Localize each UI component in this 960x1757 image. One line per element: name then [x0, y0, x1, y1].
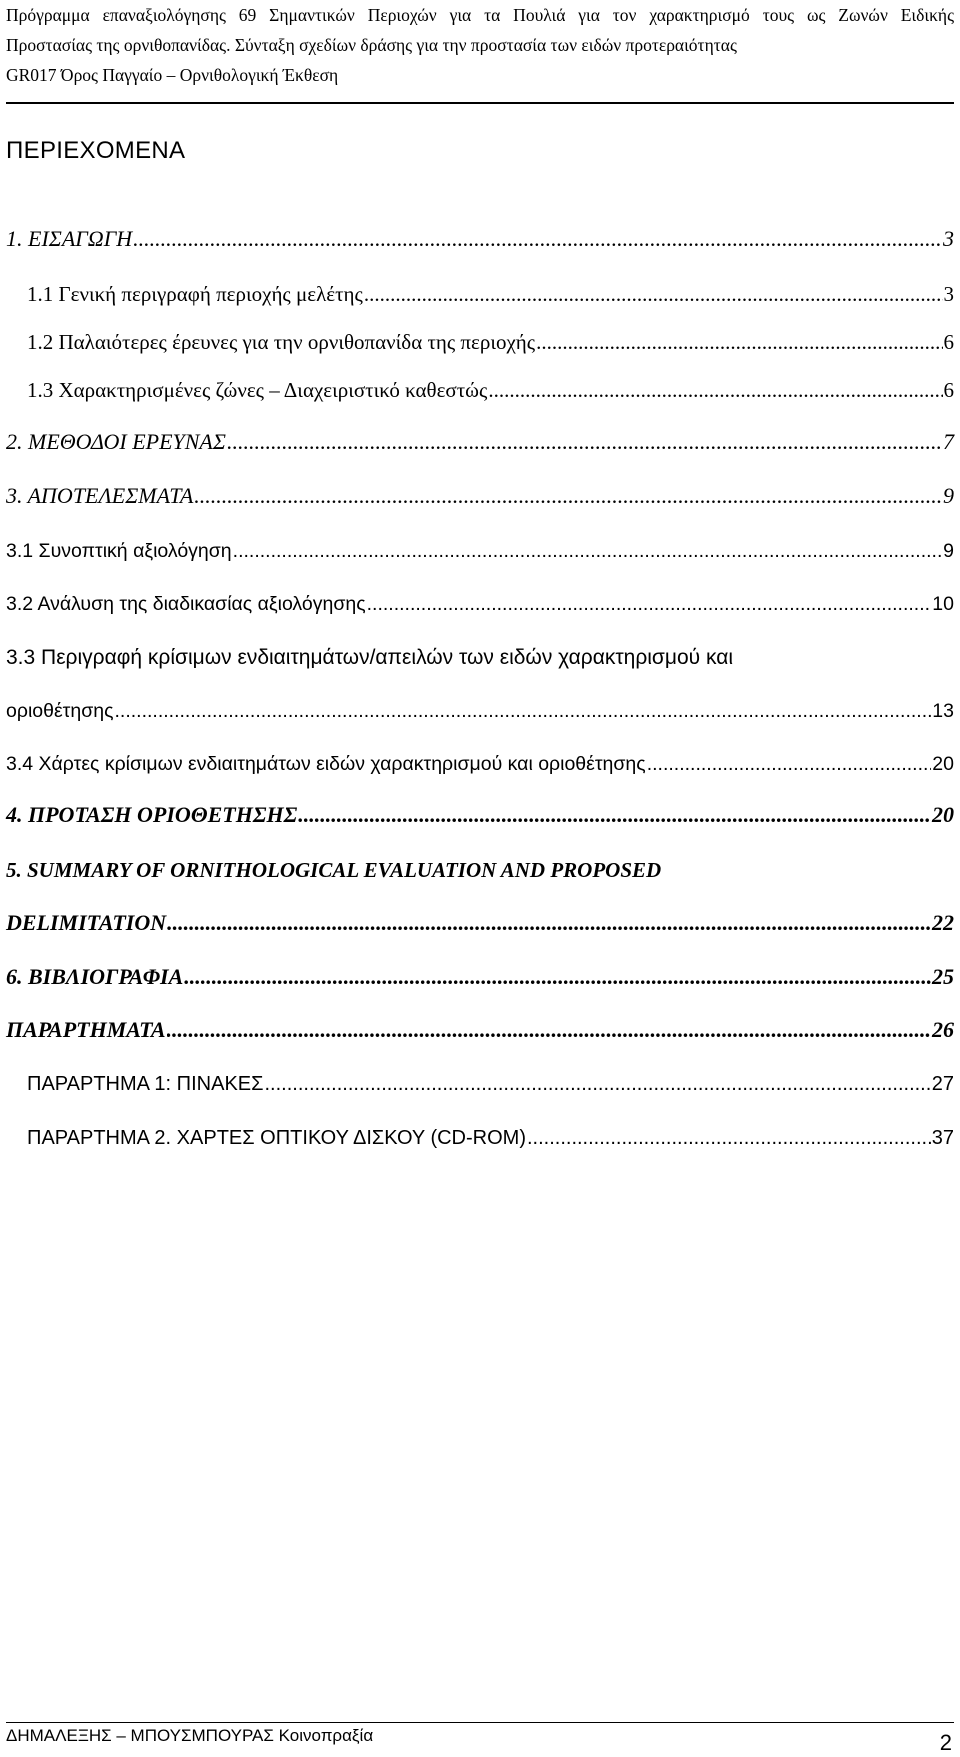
toc-entry-label: 3.2 Ανάλυση της διαδικασίας αξιολόγησης — [6, 593, 366, 615]
toc-entry-1-2[interactable] — [27, 329, 954, 355]
dot-leader — [133, 226, 942, 252]
toc-entry-label: 6. ΒΙΒΛΙΟΓΡΑΦΙΑ — [6, 964, 184, 989]
toc-entry-page: 26 — [932, 1017, 954, 1042]
toc-entry-1[interactable] — [6, 226, 954, 252]
page-number: 2 — [939, 1730, 952, 1755]
toc-entry-label: 1.1 Γενική περιγραφή περιοχής μελέτης — [27, 282, 363, 306]
toc-entry-label: 1.3 Χαρακτηρισμένες ζώνες – Διαχειριστικό καθεστώς — [27, 378, 488, 402]
dot-leader — [488, 377, 942, 403]
header-divider — [6, 102, 954, 104]
dot-leader — [298, 802, 931, 828]
toc-entry-page: 13 — [932, 700, 954, 722]
toc-entry-page: 3 — [943, 226, 954, 251]
dot-leader — [536, 329, 942, 355]
header-line-2: Προστασίας της ορνιθοπανίδας. Σύνταξη σχεδίων δράσης για την προστασία των ειδών προτεραιότητας — [6, 35, 737, 55]
toc-entry-2[interactable] — [6, 429, 954, 455]
document-header — [6, 0, 954, 90]
dot-leader — [265, 1071, 931, 1097]
toc-entry-appendix-2[interactable] — [27, 1125, 954, 1151]
toc-entry-6[interactable] — [6, 964, 954, 990]
toc-entry-label: ΠΑΡΑΡΤΗΜΑΤΑ — [6, 1017, 166, 1042]
dot-leader — [167, 1017, 932, 1043]
toc-entry-page: 3 — [943, 282, 954, 306]
toc-entry-3-3[interactable] — [6, 698, 954, 724]
toc-entry-label: οριοθέτησης — [6, 700, 114, 722]
dot-leader — [227, 429, 942, 455]
toc-entry-page: 37 — [931, 1127, 954, 1149]
footer-text: ΔΗΜΑΛΕΞΗΣ – ΜΠΟΥΣΜΠΟΥΡΑΣ Κοινοπραξία — [6, 1726, 374, 1745]
dot-leader — [194, 483, 942, 509]
toc-entry-label: 2. ΜΕΘΟΔΟΙ ΕΡΕΥΝΑΣ — [6, 429, 226, 454]
header-line-1: Πρόγραμμα επαναξιολόγησης 69 Σημαντικών Περιοχών για τα Πουλιά για τον χαρακτηρισμό τους ως Ζωνών Ειδικής — [6, 5, 954, 25]
toc-entry-appendix-1[interactable] — [27, 1071, 954, 1097]
toc-entry-label: 3.4 Χάρτες κρίσιμων ενδιαιτημάτων ειδών χαρακτηρισμού και οριοθέτησης — [6, 753, 646, 775]
toc-entry-label: ΠΑΡΑΡΤΗΜΑ 2. ΧΑΡΤΕΣ ΟΠΤΙΚΟΥ ΔΙΣΚΟΥ (CD-ROM) — [27, 1127, 526, 1149]
toc-entry-5[interactable] — [6, 910, 954, 936]
dot-leader — [367, 591, 932, 617]
toc-entry-1-3[interactable] — [27, 377, 954, 403]
toc-entry-3-4[interactable] — [6, 751, 954, 777]
toc-entry-page: 20 — [932, 802, 954, 827]
toc-entry-3-2[interactable] — [6, 591, 954, 617]
dot-leader — [647, 751, 932, 777]
toc-entry-appendices[interactable] — [6, 1017, 954, 1043]
toc-entry-label: 1.2 Παλαιότερες έρευνες για την ορνιθοπανίδα της περιοχής — [27, 330, 536, 354]
toc-entry-4[interactable] — [6, 802, 954, 828]
header-line-3: GR017 Όρος Παγγαίο – Ορνιθολογική Έκθεση — [6, 65, 339, 85]
toc-entry-page: 9 — [943, 483, 954, 508]
toc-entry-3-3-line-1[interactable]: 3.3 Περιγραφή κρίσιμων ενδιαιτημάτων/απειλών των ειδών χαρακτηρισμού και — [6, 646, 734, 669]
toc-entry-3[interactable] — [6, 483, 954, 509]
toc-entry-1-1[interactable] — [27, 281, 954, 307]
toc-entry-page: 7 — [943, 429, 954, 454]
dot-leader — [167, 910, 931, 936]
toc-entry-label: 1. ΕΙΣΑΓΩΓΗ — [6, 226, 133, 251]
toc-entry-label: 4. ΠΡΟΤΑΣΗ ΟΡΙΟΘΕΤΗΣΗΣ — [6, 802, 298, 827]
footer-divider — [6, 1722, 954, 1723]
toc-title: ΠΕΡΙΕΧΟΜΕΝΑ — [6, 137, 186, 164]
toc-entry-label: ΠΑΡΑΡΤΗΜΑ 1: ΠΙΝΑΚΕΣ — [27, 1073, 264, 1095]
toc-entry-label: 3. ΑΠΟΤΕΛΕΣΜΑΤΑ — [6, 483, 194, 508]
toc-entry-page: 22 — [932, 910, 954, 935]
dot-leader — [527, 1125, 931, 1151]
dot-leader — [184, 964, 931, 990]
toc-entry-page: 10 — [932, 593, 954, 615]
toc-entry-page: 25 — [932, 964, 954, 989]
toc-entry-page: 6 — [943, 330, 954, 354]
toc-entry-3-1[interactable] — [6, 538, 954, 564]
dot-leader — [233, 538, 942, 564]
dot-leader — [114, 698, 931, 724]
toc-entry-page: 9 — [943, 540, 954, 562]
toc-entry-page: 27 — [931, 1073, 954, 1095]
toc-entry-label: DELIMITATION — [6, 910, 167, 935]
dot-leader — [364, 281, 943, 307]
toc-entry-page: 20 — [932, 753, 954, 775]
toc-entry-page: 6 — [943, 378, 954, 402]
toc-entry-label: 3.1 Συνοπτική αξιολόγηση — [6, 540, 232, 562]
toc-entry-5-line-1[interactable]: 5. SUMMARY OF ORNITHOLOGICAL EVALUATION AND PROPOSED — [6, 858, 662, 882]
